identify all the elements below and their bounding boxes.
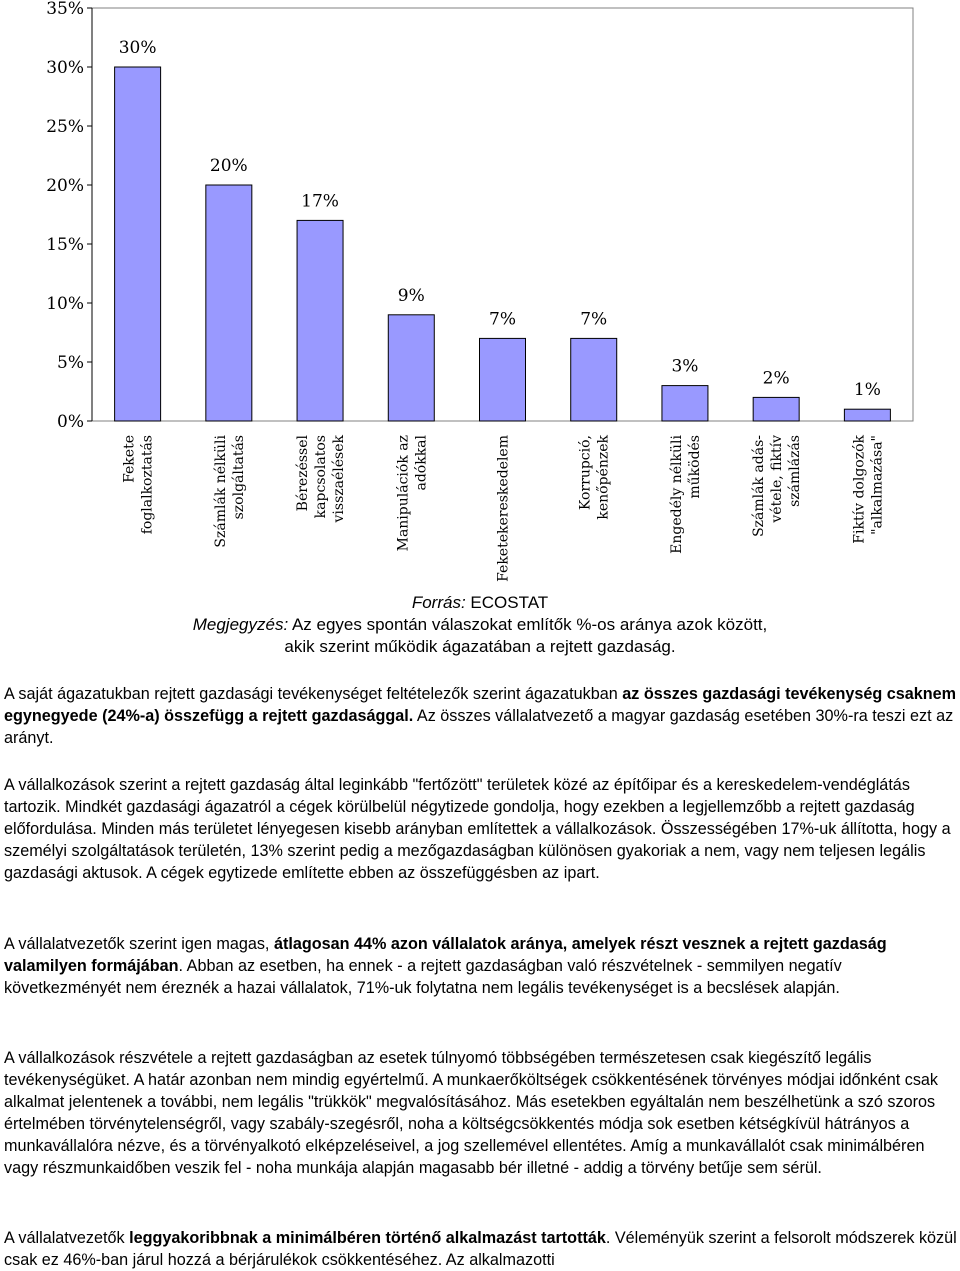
category-label (578, 434, 612, 519)
chart-note-continued (0, 636, 960, 657)
bar (206, 185, 252, 421)
category-label (496, 435, 512, 582)
data-label: 30% (118, 38, 157, 58)
category-label-line: Bérezéssel (295, 435, 312, 512)
category-label-line: számlázás (787, 435, 804, 507)
bar (753, 397, 799, 421)
text-run: . Abban az esetben, ha ennek - a rejtett gazdaságban való részvételnek - semmilyen negatív következményét nem éreznék a hazai vállalatok, 71%-uk folytatna nem legális tevékenységet is a becslések alapján. (4, 957, 842, 997)
text-run: . Véleményük szerint a felsorolt módszerek közül csak ez 46%-ban járul hozzá a bérjárulékok csökkentéséhez. Az alkalmazotti (4, 1229, 957, 1269)
paragraph-3 (4, 933, 958, 999)
y-tick-label: 35% (46, 0, 84, 19)
data-label: 1% (853, 380, 881, 401)
category-label-line: "alkalmazása" (869, 435, 886, 535)
category-label-line: szolgáltatás (230, 435, 247, 520)
category-label-line: Engedély nélküli (668, 435, 685, 554)
bar (662, 386, 708, 421)
bar (388, 315, 434, 421)
data-label: 9% (397, 285, 425, 306)
paragraph-1 (4, 683, 958, 749)
source-label: Forrás: (411, 593, 466, 612)
note-line-2: akik szerint működik ágazatában a rejtett gazdaság. (284, 637, 676, 656)
category-label-line: Manipulációk az (395, 435, 412, 552)
category-label-line: Számlák nélküli (212, 435, 229, 548)
bar (115, 67, 161, 421)
text-run: A saját ágazatukban rejtett gazdasági tevékenységet feltételezők szerint ágazatukban (4, 685, 623, 703)
data-label: 2% (762, 368, 790, 389)
category-label-line: Feketekereskedelem (495, 435, 512, 582)
category-label (213, 434, 247, 547)
category-label (295, 434, 347, 523)
y-tick-label: 5% (57, 353, 84, 373)
bar (571, 338, 617, 421)
text-run: Az összes vállalatvezető a magyar gazdaság esetében 30%-ra teszi ezt az arányt. (4, 707, 954, 747)
text-run: átlagosan 44% azon vállalatok aránya, amelyek részt vesznek a rejtett gazdaság valamilyen formájában (4, 935, 887, 975)
text-run: az összes gazdasági tevékenység csaknem egynegyede (24%-a) összefügg a rejtett gazdasággal. (4, 685, 957, 725)
note-line-1: Az egyes spontán válaszokat említők %-os aránya azok között, (288, 615, 768, 634)
category-label (122, 435, 156, 534)
y-tick-label: 25% (46, 117, 84, 137)
category-label (669, 434, 703, 553)
y-tick-label: 30% (46, 58, 84, 78)
category-label (395, 434, 429, 551)
bar (480, 338, 526, 421)
category-label-line: kenőpénzek (595, 435, 612, 520)
chart-note (0, 614, 960, 635)
category-label (751, 435, 803, 537)
bar-chart (0, 0, 960, 595)
paragraph-4 (4, 1047, 958, 1179)
text-run: A vállalkozások szerint a rejtett gazdaság által leginkább "fertőzött" területek közé az építőipar és a kereskedelem-vendéglátás tartozik. Mindkét gazdasági ágazatról a cégek körülbelül négytizede gondolja, hogy ezekben a legjellemzőbb a rejtett gazdaság előfordulása. Minden más területet lényegesen kisebb arányban említettek a vállalkozások. Összességében 17%-uk állította, hogy a személyi szolgáltatások területén, 13% szerint pedig a mezőgazdaságban különösen gyakoriak a nem, vagy nem teljesen legális gazdasági aktusok. A cégek egytizede említette ebben az összefüggésben az ipart. (4, 776, 951, 882)
text-run: A vállalatvezetők (4, 1229, 130, 1247)
category-label (851, 434, 885, 543)
category-label-line: adókkal (413, 435, 430, 491)
chart-source (0, 592, 960, 613)
y-tick-label: 15% (46, 235, 84, 255)
chart-canvas (0, 0, 960, 595)
y-tick-label: 10% (46, 294, 84, 314)
category-label-line: Fekete (121, 435, 138, 483)
bar (297, 220, 343, 421)
category-label-line: foglalkoztatás (139, 435, 156, 535)
category-label-line: Korrupció, (577, 435, 594, 511)
data-label: 3% (671, 356, 699, 377)
text-run: A vállalkozások részvétele a rejtett gazdaságban az esetek túlnyomó többségében természetesen csak kiegészítő legális tevékenységüket. A határ azonban nem mindig egyértelmű. A munkaerőköltségek csökkentésének törvényes módjai időnként csak alkalmat jelentenek a további, nem legális "trükkök" megvalósításához. Más esetekben egyáltalán nem beszélhetünk a szó szoros értelmében törvénytelenségről, vagy szabály-szegésről, noha a költségcsökkentés módja sok esetben kétségkívül hátrányos a munkavállalóra nézve, és a törvényalkotó elképzeléseivel, a jog szellemével ellentétes. Amíg a munkavállalót csak minimálbéren vagy részmunkaidőben veszik fel - noha munkája alapján magasabb bér illetné - addig a törvény betűje sem sérül. (4, 1049, 939, 1177)
category-label-line: működés (686, 435, 703, 499)
paragraph-5 (4, 1227, 958, 1271)
data-label: 7% (580, 309, 608, 330)
category-label-line: visszaélések (331, 435, 348, 523)
category-label-line: vétele, fiktív (769, 435, 786, 523)
paragraph-2 (4, 774, 958, 884)
data-label: 20% (209, 156, 248, 176)
source-value: ECOSTAT (465, 593, 549, 612)
category-label-line: Számlák adás- (751, 435, 768, 537)
text-run: leggyakoribbnak a minimálbéren történő alkalmazást tartották (129, 1229, 606, 1247)
note-label: Megjegyzés: (192, 615, 289, 634)
text-run: A vállalatvezetők szerint igen magas, (4, 935, 274, 953)
bar (844, 409, 890, 421)
y-tick-label: 20% (46, 176, 84, 196)
data-label: 17% (301, 191, 339, 212)
category-label-line: kapcsolatos (313, 435, 330, 519)
y-tick-label: 0% (57, 412, 84, 432)
data-label: 7% (489, 309, 516, 330)
category-label-line: Fiktív dolgozók (851, 435, 868, 544)
